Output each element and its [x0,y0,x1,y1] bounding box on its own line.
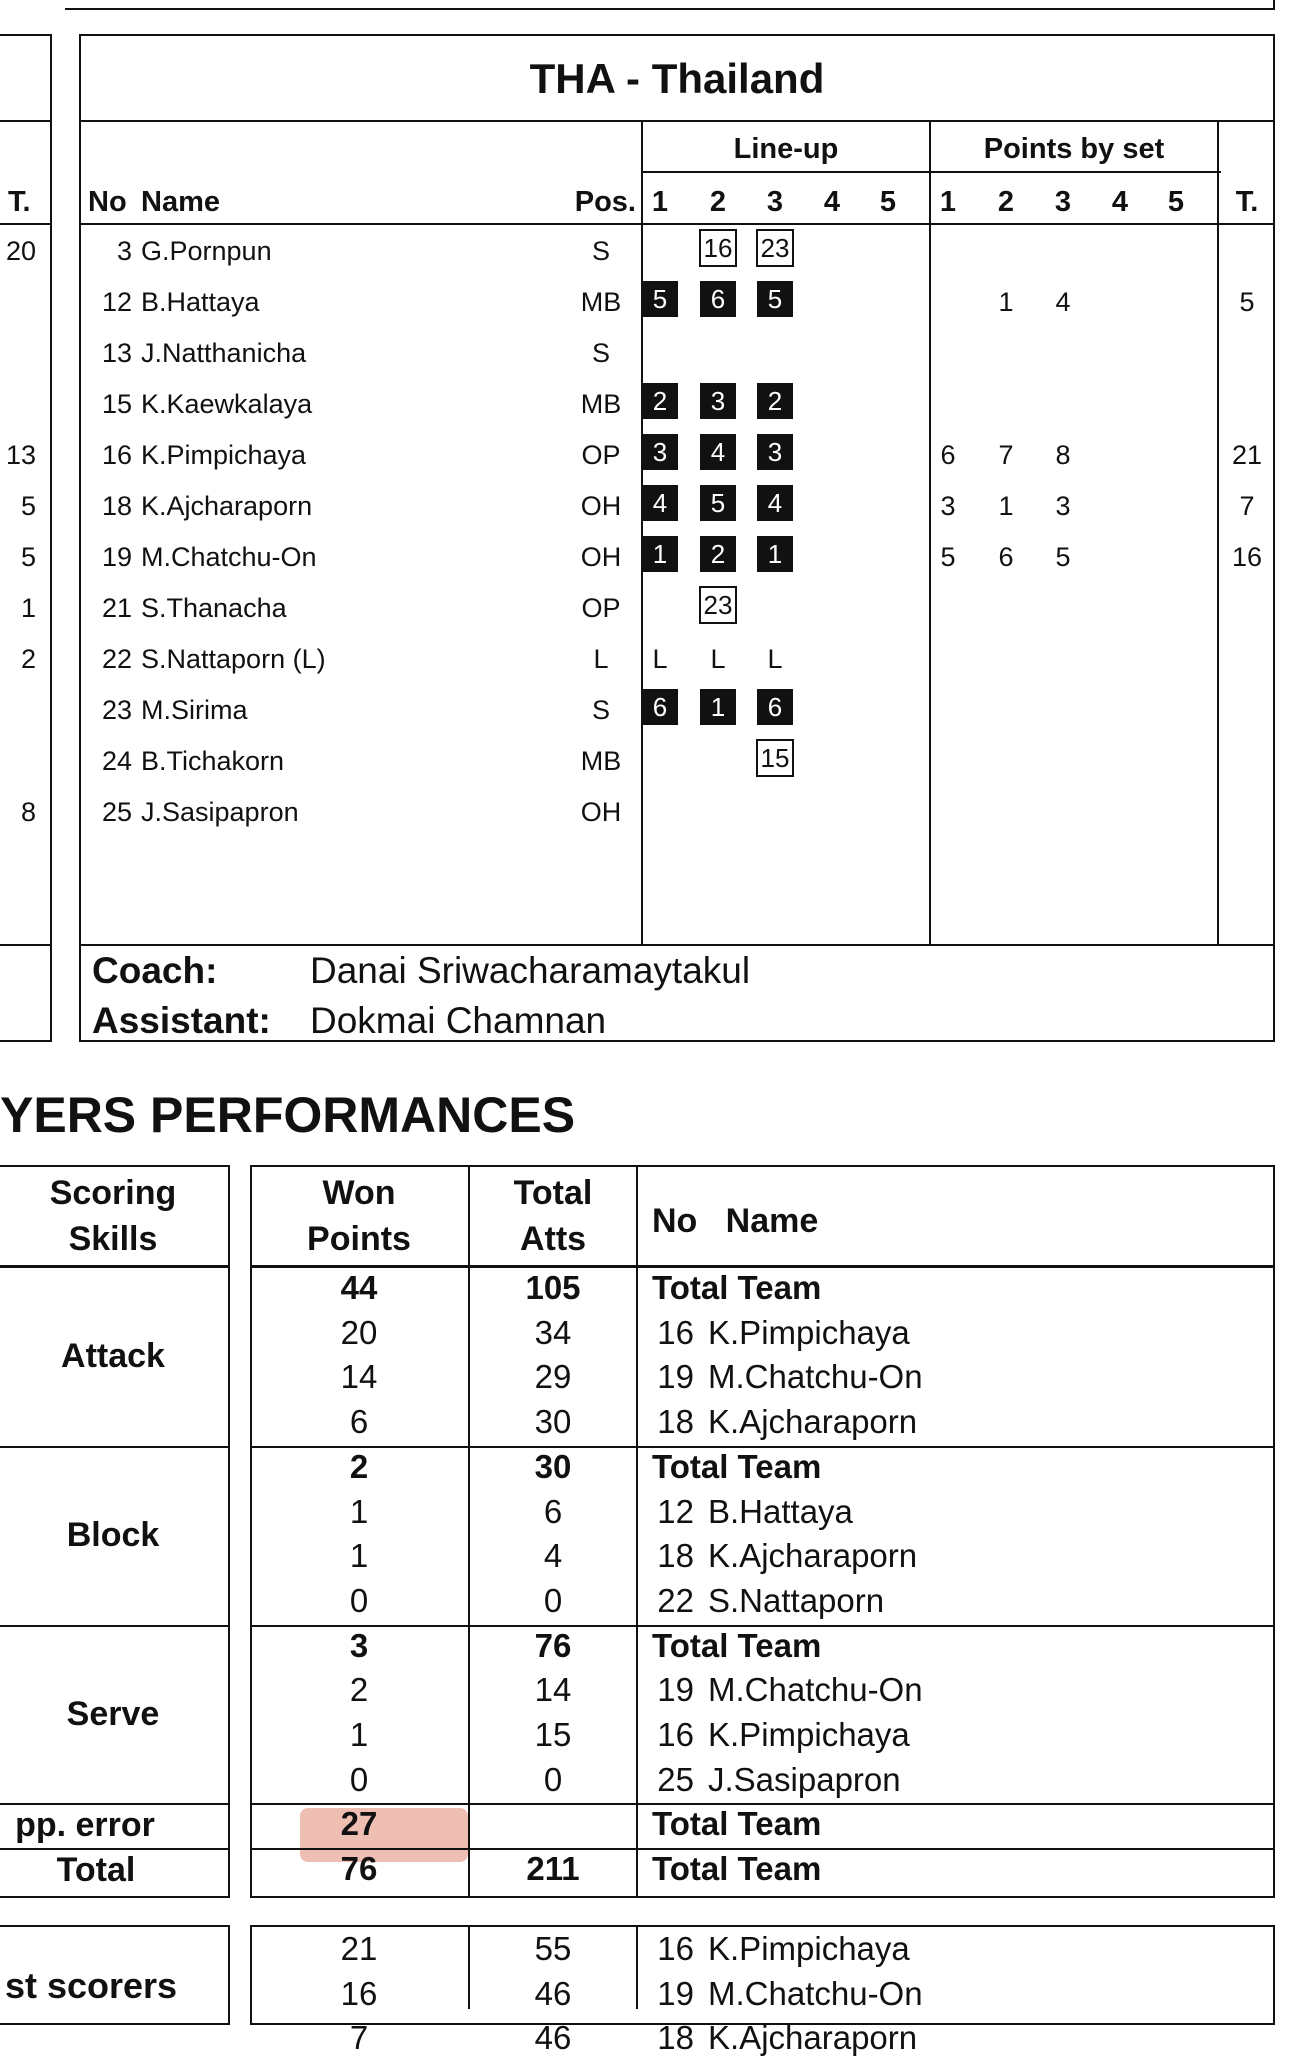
player-name: S.Nattaporn (L) [141,644,326,674]
lineup-start-position: 2 [700,536,736,572]
skills-header-line2: Skills [68,1220,158,1258]
total-attempts: 4 [543,1537,563,1575]
player-number: 22 [101,644,132,674]
points-header: Points by set [983,133,1165,165]
player-name: J.Sasipapron [708,1760,901,1798]
player-name: M.Chatchu-On [708,1974,923,2012]
points-by-set: 1 [998,491,1014,521]
team-total-label: Total Team [652,1269,822,1306]
player-number: 19 [101,542,132,572]
lineup-start-position: 1 [700,689,736,725]
lineup-set-2-header: 2 [709,186,727,218]
won-points: 3 [349,1626,369,1664]
perf-header-line [0,1265,230,1268]
player-total-points: 16 [1231,542,1263,572]
player-total-points: 7 [1239,491,1255,521]
player-position: L [593,644,609,674]
player-name: K.Ajcharaporn [141,491,313,521]
won-points: 76 [340,1850,378,1888]
player-name: J.Sasipapron [141,797,299,827]
player-number: 16 [101,440,132,470]
best-col-divider-2 [636,1925,638,2009]
assistant-label: Assistant: [92,1000,271,1041]
player-name: J.Natthanicha [141,338,307,368]
player-name: M.Chatchu-On [141,542,317,572]
player-position: S [591,236,610,266]
lineup-start-position: 1 [642,536,678,572]
player-position: OH [580,491,622,521]
points-set-1-header: 1 [939,186,957,218]
team-total-label: Total Team [652,1447,822,1485]
player-number: 12 [657,1492,694,1530]
lineup-start-position: 2 [757,383,793,419]
coach-label: Coach: [92,950,218,991]
lineup-substitution: 15 [756,739,794,777]
player-position: OP [581,593,621,623]
lineup-set-4-header: 4 [823,186,841,218]
col-pos-header: Pos. [574,186,636,218]
player-name: M.Chatchu-On [708,1358,923,1396]
player-number: 18 [101,491,132,521]
team-total-label: Total Team [652,1850,822,1888]
team-total-label: Total Team [652,1626,822,1664]
won-points: 14 [340,1358,378,1396]
stats-col-divider-2 [636,1165,638,1898]
left-partial-total: 5 [20,491,36,521]
won-points: 6 [349,1403,369,1441]
won-header-line2: Points [307,1220,411,1258]
won-points: 7 [349,2019,369,2056]
lineup-header: Line-up [733,133,839,165]
player-number: 16 [657,1716,694,1753]
player-number: 16 [657,1930,694,1967]
lineup-start-position: 6 [757,689,793,725]
points-by-set: 1 [998,287,1014,317]
left-partial-total: 1 [20,593,36,623]
points-by-set: 3 [1055,491,1071,521]
player-name: K.Ajcharaporn [708,1403,918,1441]
points-set-2-header: 2 [997,186,1015,218]
lineup-substitution: 16 [699,229,737,267]
noname-header: No Name [652,1202,819,1240]
lineup-start-position: 3 [642,434,678,470]
lineup-substitution: 23 [756,229,794,267]
total-attempts: 46 [534,2019,572,2056]
player-number: 12 [101,287,132,317]
lineup-libero: L [767,644,783,674]
player-name: M.Chatchu-On [708,1671,923,1709]
player-name: S.Thanacha [141,593,287,623]
total-attempts: 30 [534,1447,572,1485]
lineup-start-position: 3 [757,434,793,470]
left-partial-footer-line [0,944,52,946]
player-number: 22 [657,1581,694,1619]
player-number: 18 [657,1403,694,1441]
total-attempts: 0 [543,1581,563,1619]
player-number: 13 [101,338,132,368]
team-title: THA - Thailand [529,55,825,102]
lineup-libero: L [652,644,668,674]
skill-label-block: Block [66,1516,160,1555]
left-partial-total: 2 [20,644,36,674]
points-by-set: 6 [940,440,956,470]
lineup-start-position: 4 [642,485,678,521]
won-points: 20 [340,1313,378,1351]
atts-header-line1: Total [513,1174,593,1212]
player-name: B.Hattaya [141,287,260,317]
points-left-divider [929,120,931,945]
performances-heading: YERS PERFORMANCES [0,1087,576,1143]
player-name: K.Pimpichaya [708,1930,910,1967]
player-name: K.Pimpichaya [141,440,307,470]
player-name: G.Pornpun [141,236,272,266]
left-partial-total: 13 [5,440,36,470]
total-attempts: 15 [534,1716,572,1753]
player-name: K.Kaewkalaya [141,389,313,419]
won-points: 1 [349,1537,369,1575]
player-position: OH [580,797,622,827]
points-by-set: 7 [998,440,1014,470]
left-partial-divider [0,120,52,122]
top-border [65,8,1275,10]
left-partial-total: 8 [20,797,36,827]
skill-label-total: Total [56,1851,136,1890]
player-number: 3 [116,236,132,266]
assistant-name: Dokmai Chamnan [310,1000,607,1041]
lineup-start-position: 5 [642,281,678,317]
won-header-line1: Won [322,1174,396,1212]
team-total-label: Total Team [652,1805,822,1843]
player-name: B.Tichakorn [141,746,285,776]
total-attempts: 76 [534,1626,572,1664]
total-attempts: 0 [543,1760,563,1798]
player-position: OP [581,440,621,470]
lineup-start-position: 4 [757,485,793,521]
lineup-start-position: 4 [700,434,736,470]
lineup-start-position: 5 [757,281,793,317]
player-number: 23 [101,695,132,725]
col-total-header: T. [1235,186,1259,218]
player-number: 19 [657,1671,694,1709]
left-partial-total-header: T. [8,186,31,218]
lineup-start-position: 3 [700,383,736,419]
player-number: 24 [101,746,132,776]
top-border-right [1273,0,1275,10]
section-divider [0,1625,230,1627]
player-number: 15 [101,389,132,419]
points-set-4-header: 4 [1111,186,1129,218]
points-by-set: 5 [940,542,956,572]
lineup-set-5-header: 5 [879,186,897,218]
left-partial-total: 20 [5,236,36,266]
lineup-set-1-header: 1 [651,186,669,218]
player-name: S.Nattaporn [708,1581,885,1619]
player-number: 18 [657,2019,694,2056]
points-set-3-header: 3 [1054,186,1072,218]
won-points: 2 [349,1447,369,1485]
lineup-libero: L [710,644,726,674]
team-header-line-sub [642,171,1221,173]
points-set-5-header: 5 [1167,186,1185,218]
total-attempts: 55 [534,1930,572,1967]
skill-label-opp-error: pp. error [15,1806,155,1845]
total-attempts: 211 [526,1850,580,1888]
coach-name: Danai Sriwacharamaytakul [310,950,751,991]
points-by-set: 6 [998,542,1014,572]
won-points: 1 [349,1492,369,1530]
won-points: 0 [349,1760,369,1798]
total-attempts: 29 [534,1358,572,1396]
lineup-left-divider [641,120,643,945]
won-points: 16 [340,1974,378,2012]
col-name-header: Name [141,186,220,218]
player-name: K.Ajcharaporn [708,2019,918,2056]
points-by-set: 5 [1055,542,1071,572]
lineup-start-position: 6 [700,281,736,317]
perf-header-line-main [250,1265,1275,1268]
lineup-start-position: 2 [642,383,678,419]
player-name: M.Sirima [141,695,248,725]
section-divider [0,1803,230,1805]
atts-header-line2: Atts [519,1220,587,1258]
team-footer-line [79,944,1275,946]
left-partial-total: 5 [20,542,36,572]
skill-label-serve: Serve [66,1695,160,1733]
skill-label-attack: Attack [61,1337,165,1376]
player-total-points: 5 [1239,287,1255,317]
skills-header-line1: Scoring [49,1174,177,1212]
total-attempts: 34 [534,1313,572,1351]
player-number: 25 [657,1760,694,1798]
player-name: K.Pimpichaya [708,1313,910,1351]
lineup-start-position: 6 [642,689,678,725]
total-attempts: 6 [543,1492,563,1530]
won-points: 0 [349,1581,369,1619]
lineup-start-position: 5 [700,485,736,521]
total-attempts: 30 [534,1403,572,1441]
player-number: 18 [657,1537,694,1575]
player-position: OH [580,542,622,572]
player-position: MB [580,287,622,317]
player-name: K.Ajcharaporn [708,1537,918,1575]
won-points: 44 [340,1269,378,1306]
total-attempts: 46 [534,1974,572,2012]
section-divider [0,1446,230,1448]
player-name: K.Pimpichaya [708,1716,910,1753]
left-partial-header-line [0,223,52,225]
player-position: S [591,338,610,368]
lineup-set-3-header: 3 [766,186,784,218]
player-name: B.Hattaya [708,1492,853,1530]
team-title-line [79,120,1275,122]
player-number: 21 [101,593,132,623]
lineup-start-position: 1 [757,536,793,572]
lineup-substitution: 23 [699,586,737,624]
won-points: 21 [340,1930,378,1967]
points-by-set: 8 [1055,440,1071,470]
points-by-set: 4 [1055,287,1071,317]
player-position: S [591,695,610,725]
player-position: MB [580,746,622,776]
player-total-points: 21 [1231,440,1263,470]
section-divider [0,1848,230,1850]
player-number: 16 [657,1313,694,1351]
points-by-set: 3 [940,491,956,521]
total-left-divider [1217,120,1219,945]
player-number: 19 [657,1358,694,1396]
total-attempts: 14 [534,1671,572,1709]
best-scorers-label: st scorers [4,1965,178,2006]
player-number: 25 [101,797,132,827]
won-points: 1 [349,1716,369,1753]
team-header-line [79,223,1275,225]
player-number: 19 [657,1974,694,2012]
total-attempts: 105 [525,1269,581,1306]
won-points: 2 [349,1671,369,1709]
col-no-header: No [88,186,127,218]
won-points: 27 [340,1805,378,1843]
player-position: MB [580,389,622,419]
